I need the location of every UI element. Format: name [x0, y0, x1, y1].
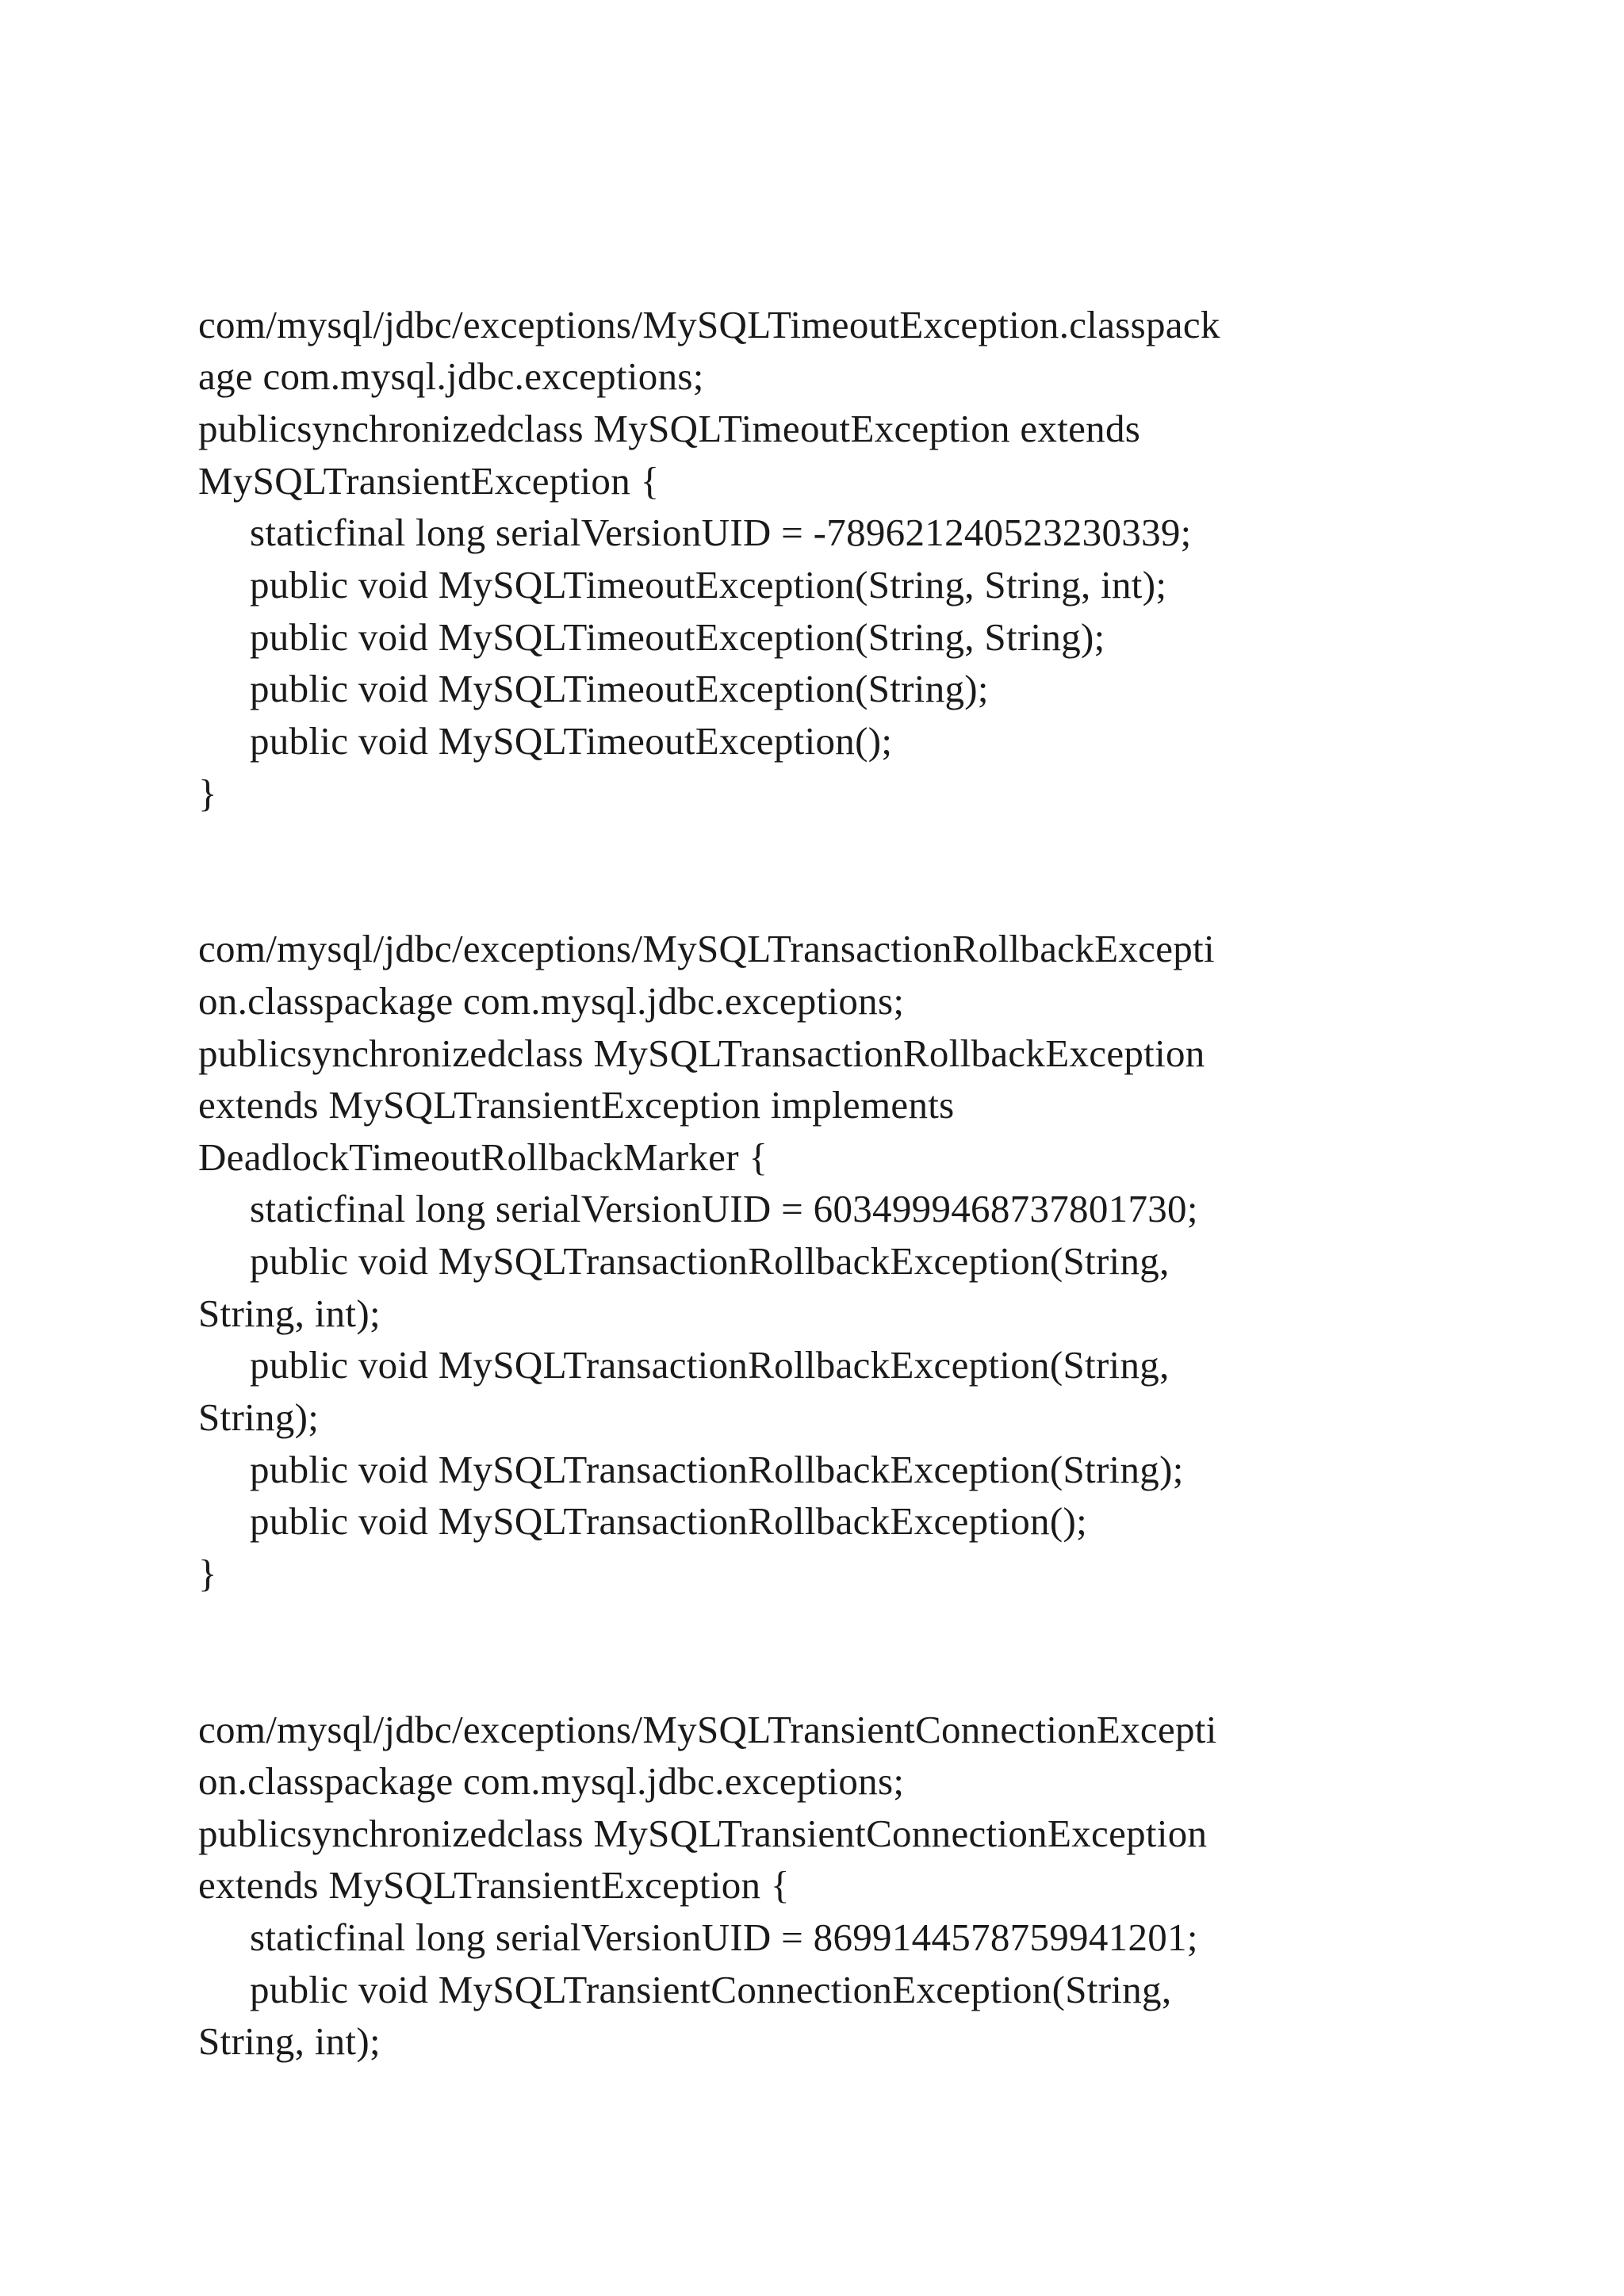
code-line: public void MySQLTransactionRollbackException(String);: [250, 1448, 1184, 1491]
code-line: String);: [198, 1395, 320, 1439]
code-line: public void MySQLTimeoutException();: [250, 719, 893, 763]
code-line: publicsynchronizedclass MySQLTransactionRollbackException: [198, 1031, 1205, 1075]
code-line: public void MySQLTransactionRollbackException(String,: [250, 1343, 1170, 1387]
code-line: extends MySQLTransientException {: [198, 1863, 790, 1907]
code-line: public void MySQLTimeoutException(String, String);: [250, 615, 1105, 659]
code-line: publicsynchronizedclass MySQLTimeoutException extends: [198, 407, 1141, 450]
code-line: com/mysql/jdbc/exceptions/MySQLTransientConnectionExcepti: [198, 1708, 1217, 1751]
code-line: }: [198, 771, 217, 815]
code-line: age com.mysql.jdbc.exceptions;: [198, 354, 704, 398]
code-line: DeadlockTimeoutRollbackMarker {: [198, 1135, 768, 1179]
code-line: publicsynchronizedclass MySQLTransientConnectionException: [198, 1812, 1208, 1855]
code-line: com/mysql/jdbc/exceptions/MySQLTimeoutException.classpack: [198, 303, 1220, 346]
code-line: on.classpackage com.mysql.jdbc.exceptions;: [198, 979, 905, 1023]
code-line: public void MySQLTimeoutException(String);: [250, 667, 989, 710]
code-line: on.classpackage com.mysql.jdbc.exceptions;: [198, 1759, 905, 1803]
code-line: MySQLTransientException {: [198, 459, 660, 503]
code-line: staticfinal long serialVersionUID = 8699144578759941201;: [250, 1915, 1198, 1959]
code-line: }: [198, 1552, 217, 1595]
code-line: String, int);: [198, 1292, 381, 1335]
code-line: String, int);: [198, 2019, 381, 2063]
code-line: extends MySQLTransientException implements: [198, 1083, 955, 1127]
code-line: public void MySQLTimeoutException(String, String, int);: [250, 563, 1167, 607]
code-line: staticfinal long serialVersionUID = 6034999468737801730;: [250, 1187, 1198, 1230]
code-line: staticfinal long serialVersionUID = -789621240523230339;: [250, 511, 1192, 554]
code-line: com/mysql/jdbc/exceptions/MySQLTransactionRollbackExcepti: [198, 927, 1215, 970]
code-line: public void MySQLTransientConnectionException(String,: [250, 1968, 1172, 2011]
code-line: public void MySQLTransactionRollbackException(String,: [250, 1239, 1170, 1283]
code-line: public void MySQLTransactionRollbackException();: [250, 1499, 1088, 1543]
